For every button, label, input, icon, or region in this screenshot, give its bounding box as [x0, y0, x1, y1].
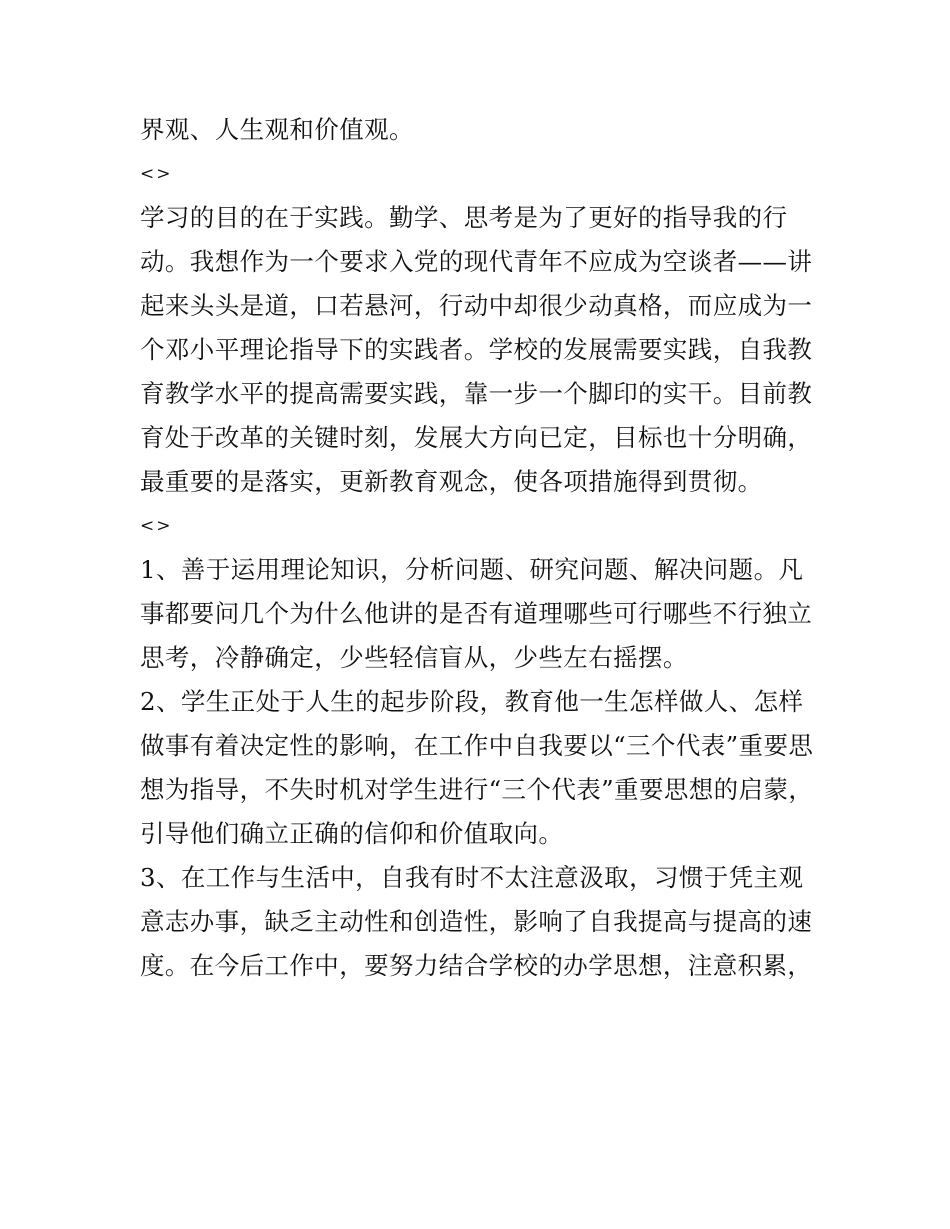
text-line: 界观、人生观和价值观。 [140, 115, 414, 144]
text-line: 思考，冷静确定，少些轻信盲从，少些左右摇摆。 [140, 643, 688, 672]
paragraph [140, 856, 815, 988]
section-separator: <> [140, 164, 173, 184]
text-line: 2、学生正处于人生的起步阶段，教育他一生怎样做人、怎样 [140, 687, 804, 716]
text-line: 3、在工作与生活中，自我有时不太注意汲取，习惯于凭主观 [140, 863, 804, 892]
text-line: 起来头头是道，口若悬河，行动中却很少动真格，而应成为一 [140, 291, 813, 320]
paragraph [140, 196, 815, 504]
text-line: 1、善于运用理论知识，分析问题、研究问题、解决问题。凡 [140, 555, 804, 584]
document-body [140, 108, 815, 988]
text-line: 学习的目的在于实践。勤学、思考是为了更好的指导我的行 [140, 203, 788, 232]
paragraph [140, 680, 815, 856]
text-line: 做事有着决定性的影响，在工作中自我要以“三个代表”重要思 [140, 731, 814, 760]
text-line: 育教学水平的提高需要实践，靠一步一个脚印的实干。目前教 [140, 379, 813, 408]
text-line: 想为指导，不失时机对学生进行“三个代表”重要思想的启蒙， [140, 775, 814, 804]
section-separator: <> [140, 516, 173, 536]
text-line: 动。我想作为一个要求入党的现代青年不应成为空谈者——讲 [140, 247, 813, 276]
paragraph [140, 548, 815, 680]
paragraph [140, 108, 815, 152]
text-line: 引导他们确立正确的信仰和价值取向。 [140, 819, 564, 848]
text-line: 度。在今后工作中，要努力结合学校的办学思想，注意积累， [140, 951, 813, 980]
text-line: 育处于改革的关键时刻，发展大方向已定，目标也十分明确， [140, 423, 813, 452]
text-line: 意志办事，缺乏主动性和创造性，影响了自我提高与提高的速 [140, 907, 813, 936]
text-line: 事都要问几个为什么他讲的是否有道理哪些可行哪些不行独立 [140, 599, 813, 628]
text-line: 个邓小平理论指导下的实践者。学校的发展需要实践，自我教 [140, 335, 813, 364]
text-line: 最重要的是落实，更新教育观念，使各项措施得到贯彻。 [140, 467, 763, 496]
